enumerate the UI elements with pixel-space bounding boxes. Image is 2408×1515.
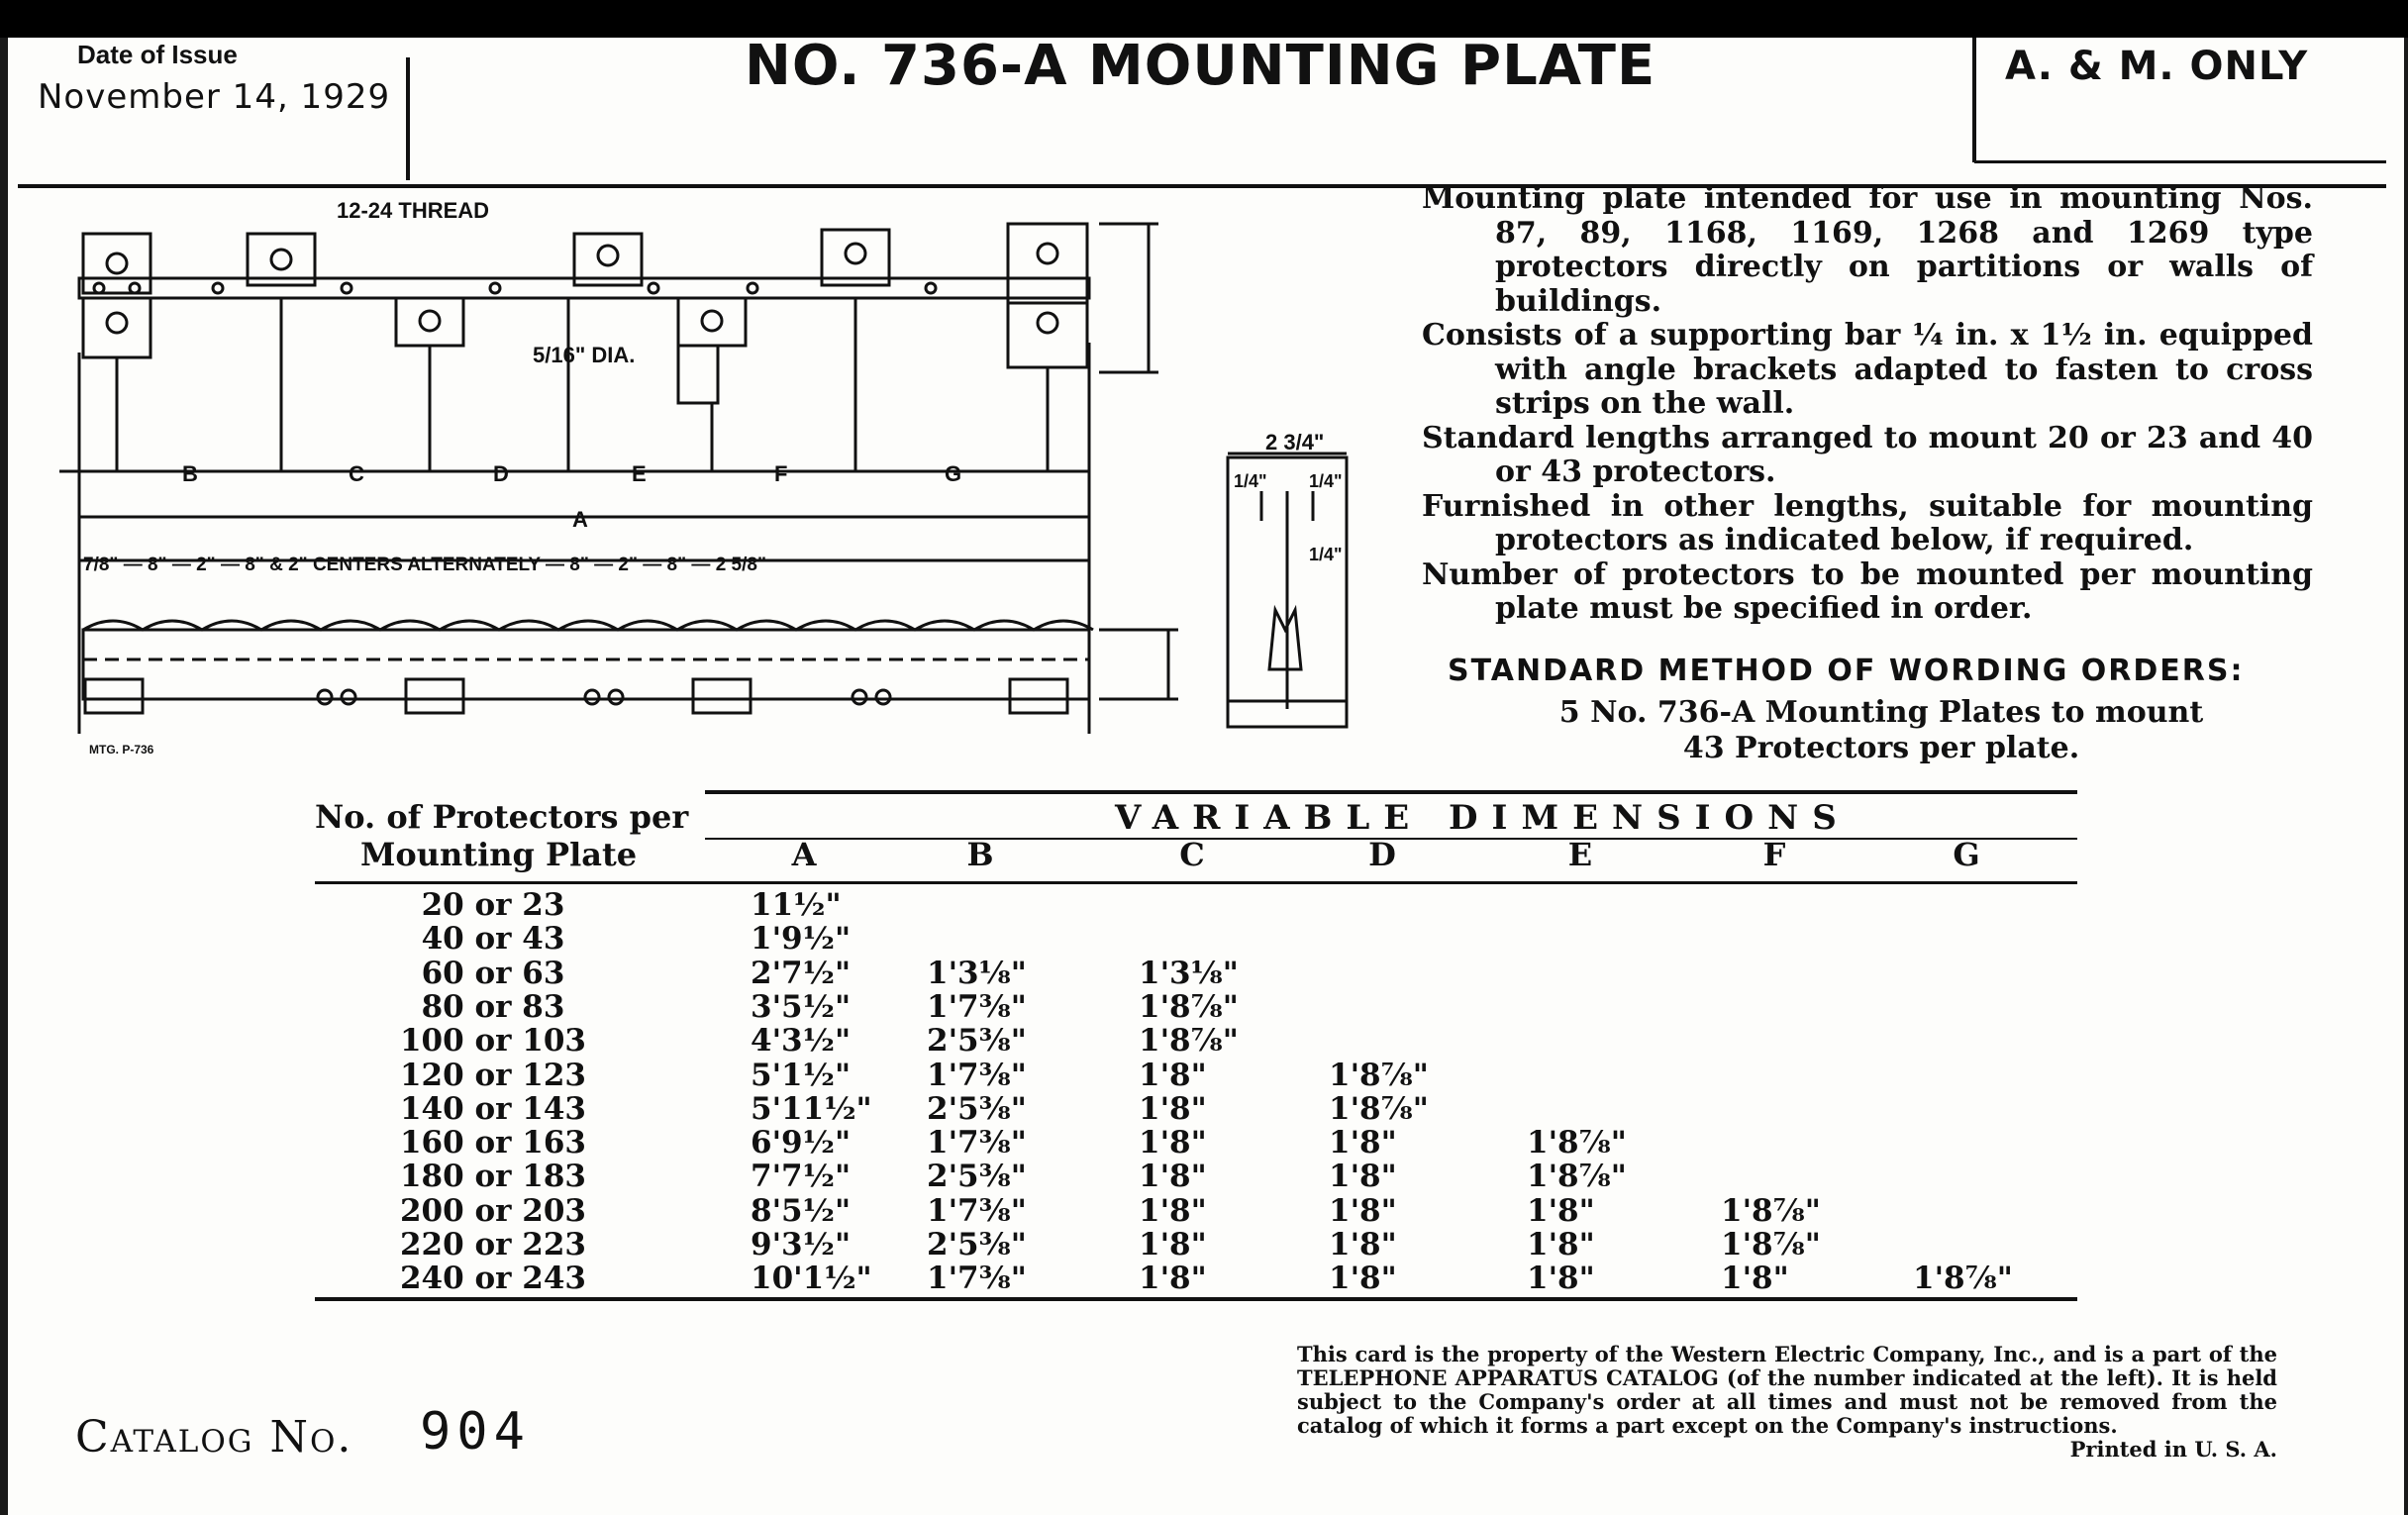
description-paragraph: Number of protectors to be mounted per mounting plate must be specified in order. [1422,556,2313,626]
dimension-cell-c: 1'8" [1139,1090,1207,1127]
dim-label-e: E [632,461,647,486]
side-quarter-mid-label: 1/4" [1309,545,1343,564]
dimension-cell-a: 2'7½" [751,955,852,991]
dimension-cell-c: 1'8" [1139,1057,1207,1093]
dimension-cell-c: 1'8⅞" [1139,988,1239,1025]
dim-label-b: B [182,461,198,486]
table-row [315,1193,2077,1227]
dimension-cell-b: 2'5⅜" [927,1159,1027,1195]
dimension-cell-b: 2'5⅜" [927,1023,1027,1060]
table-row [315,1058,2077,1091]
ordering-line: 43 Protectors per plate. [1682,731,2080,765]
header-divider-right [1972,38,1976,162]
protector-count: 220 or 223 [399,1227,586,1262]
printed-in: Printed in U. S. A. [2069,1437,2277,1462]
dimension-cell-e: 1'8⅞" [1527,1125,1627,1162]
column-header-g: G [1953,836,1980,873]
dimension-cell-d: 1'8⅞" [1329,1090,1429,1127]
dimension-cell-b: 1'7⅜" [927,1261,1027,1297]
column-header-f: F [1762,836,1786,873]
dim-label-a: A [572,507,588,532]
header-divider-left [406,57,410,180]
dimension-cell-f: 1'8⅞" [1721,1227,1821,1262]
dimension-cell-f: 1'8⅞" [1721,1192,1821,1229]
table-row [315,921,2077,958]
protector-count: 160 or 163 [399,1125,586,1162]
dimension-cell-b: 1'3⅛" [927,955,1027,991]
dimension-cell-b: 2'5⅜" [927,1227,1027,1262]
table-row [315,1091,2077,1125]
protector-count: 80 or 83 [421,988,565,1025]
table-row [315,989,2077,1023]
table-bottom-rule [315,1297,2077,1301]
protector-count: 180 or 183 [399,1159,586,1195]
dimension-cell-c: 1'8" [1139,1227,1207,1262]
table-row [315,1227,2077,1261]
protector-count: 120 or 123 [399,1057,586,1093]
variable-dimensions-header: VARIABLE DIMENSIONS [1115,798,1851,838]
table-row [315,956,2077,989]
description-paragraph: Mounting plate intended for use in mounting Nos. 87, 89, 1168, 1169, 1268 and 1269 type protectors directly on partitions or walls of buildings. [1422,181,2313,319]
dimension-cell-b: 2'5⅜" [927,1090,1027,1127]
dimension-cell-c: 1'8" [1139,1261,1207,1297]
side-width-label: 2 3/4" [1265,430,1325,454]
dimension-cell-c: 1'3⅛" [1139,955,1239,991]
dimension-cell-e: 1'8" [1527,1192,1595,1229]
table-row [315,1125,2077,1162]
notice-text: This card is the property of the Western Electric Company, Inc., and is a part of the TELEPHONE APPARATUS CATALOG (of the number indicated at the left). It is held subject to the Company's order at all times and must not be removed from the catalog of which it forms a part except on the Company's instructions. [1297,1342,2277,1438]
protector-count: 20 or 23 [421,887,565,923]
dimension-cell-a: 7'7½" [751,1159,852,1195]
protector-count: 140 or 143 [399,1090,586,1127]
catalog-number: 904 [420,1402,531,1462]
dimension-cell-a: 5'11½" [751,1090,872,1127]
hole-dia-label: 5/16" DIA. [533,343,636,367]
dimension-cell-b: 1'7⅜" [927,1125,1027,1162]
dimension-cell-f: 1'8" [1721,1261,1789,1297]
dim-label-f: F [774,461,788,486]
dim-label-c: C [349,461,364,486]
dimension-cell-b: 1'7⅜" [927,988,1027,1025]
dimension-cell-d: 1'8" [1329,1227,1397,1262]
dimension-cell-a: 4'3½" [751,1023,852,1060]
dimension-cell-a: 9'3½" [751,1227,852,1262]
dimension-cell-d: 1'8" [1329,1192,1397,1229]
ordering-line: 5 No. 736-A Mounting Plates to mount [1558,695,2204,730]
protector-count: 240 or 243 [399,1261,586,1297]
dimension-cell-d: 1'8⅞" [1329,1057,1429,1093]
dim-label-d: D [493,461,509,486]
dimension-cell-c: 1'8" [1139,1192,1207,1229]
dimension-cell-e: 1'8⅞" [1527,1159,1627,1195]
side-quarter-left-label: 1/4" [1234,471,1267,491]
centers-label: 7/8" — 8" — 2" — 8" & 2" CENTERS ALTERNATELY — 8" — 2" — 8" — 2 5/8" [83,555,766,575]
table-top-rule [705,790,2077,794]
dimension-cell-a: 11½" [751,887,842,923]
dimension-cell-c: 1'8" [1139,1159,1207,1195]
table-row [315,1159,2077,1195]
dimension-cell-e: 1'8" [1527,1227,1595,1262]
table-row [315,887,2077,921]
count-header: No. of Protectors per [315,798,689,836]
dimension-cell-d: 1'8" [1329,1261,1397,1297]
column-header-d: D [1368,836,1396,873]
protector-count: 60 or 63 [421,955,565,991]
dimension-cell-a: 3'5½" [751,988,852,1025]
table-row [315,1023,2077,1060]
ordering-example [1505,695,2258,766]
protector-count: 40 or 43 [421,921,565,958]
dimension-cell-b: 1'7⅜" [927,1057,1027,1093]
column-header-a: A [791,836,817,873]
dimension-cell-a: 6'9½" [751,1125,852,1162]
dimension-cell-a: 10'1½" [751,1261,872,1297]
table-row [315,1261,2077,1297]
page-title: NO. 736-A MOUNTING PLATE [745,34,1656,98]
header-rule-right [1974,160,2386,163]
dimension-cell-c: 1'8⅞" [1139,1023,1239,1060]
dimension-cell-d: 1'8" [1329,1125,1397,1162]
catalog-label: Catalog No. [75,1412,353,1463]
dimension-cell-a: 1'9½" [751,921,852,958]
column-header-b: B [966,836,994,873]
protector-count: 100 or 103 [399,1023,586,1060]
dimension-cell-a: 5'1½" [751,1057,852,1093]
column-header-e: E [1567,836,1593,873]
scan-border-top [0,0,2408,38]
count-header: Mounting Plate [360,836,638,873]
issue-date: November 14, 1929 [38,77,391,117]
description-paragraph: Furnished in other lengths, suitable for mounting protectors as indicated below, if required. [1422,488,2313,557]
table-header-rule [315,881,2077,884]
issue-date-label: Date of Issue [77,40,238,69]
description [1422,182,2313,627]
description-paragraph: Consists of a supporting bar ¼ in. x 1½ in. equipped with angle brackets adapted to fasten to cross strips on the wall. [1422,318,2313,421]
dimension-cell-c: 1'8" [1139,1125,1207,1162]
dim-label-g: G [945,461,962,486]
protector-count: 200 or 203 [399,1192,586,1229]
scope-label: A. & M. ONLY [2005,44,2309,89]
mounting-plate-drawing [59,194,1386,778]
ownership-notice [1297,1343,2277,1462]
dimension-cell-d: 1'8" [1329,1159,1397,1195]
dimension-cell-e: 1'8" [1527,1261,1595,1297]
ordering-heading: STANDARD METHOD OF WORDING ORDERS: [1448,654,2245,688]
thread-label: 12-24 THREAD [337,198,490,223]
dimension-cell-a: 8'5½" [751,1192,852,1229]
drawing-number: MTG. P-736 [89,743,154,757]
column-header-c: C [1179,836,1205,873]
side-quarter-right-label: 1/4" [1309,471,1343,491]
description-paragraph: Standard lengths arranged to mount 20 or 23 and 40 or 43 protectors. [1422,420,2313,489]
dimension-cell-b: 1'7⅜" [927,1192,1027,1229]
dimension-cell-g: 1'8⅞" [1913,1261,2013,1297]
